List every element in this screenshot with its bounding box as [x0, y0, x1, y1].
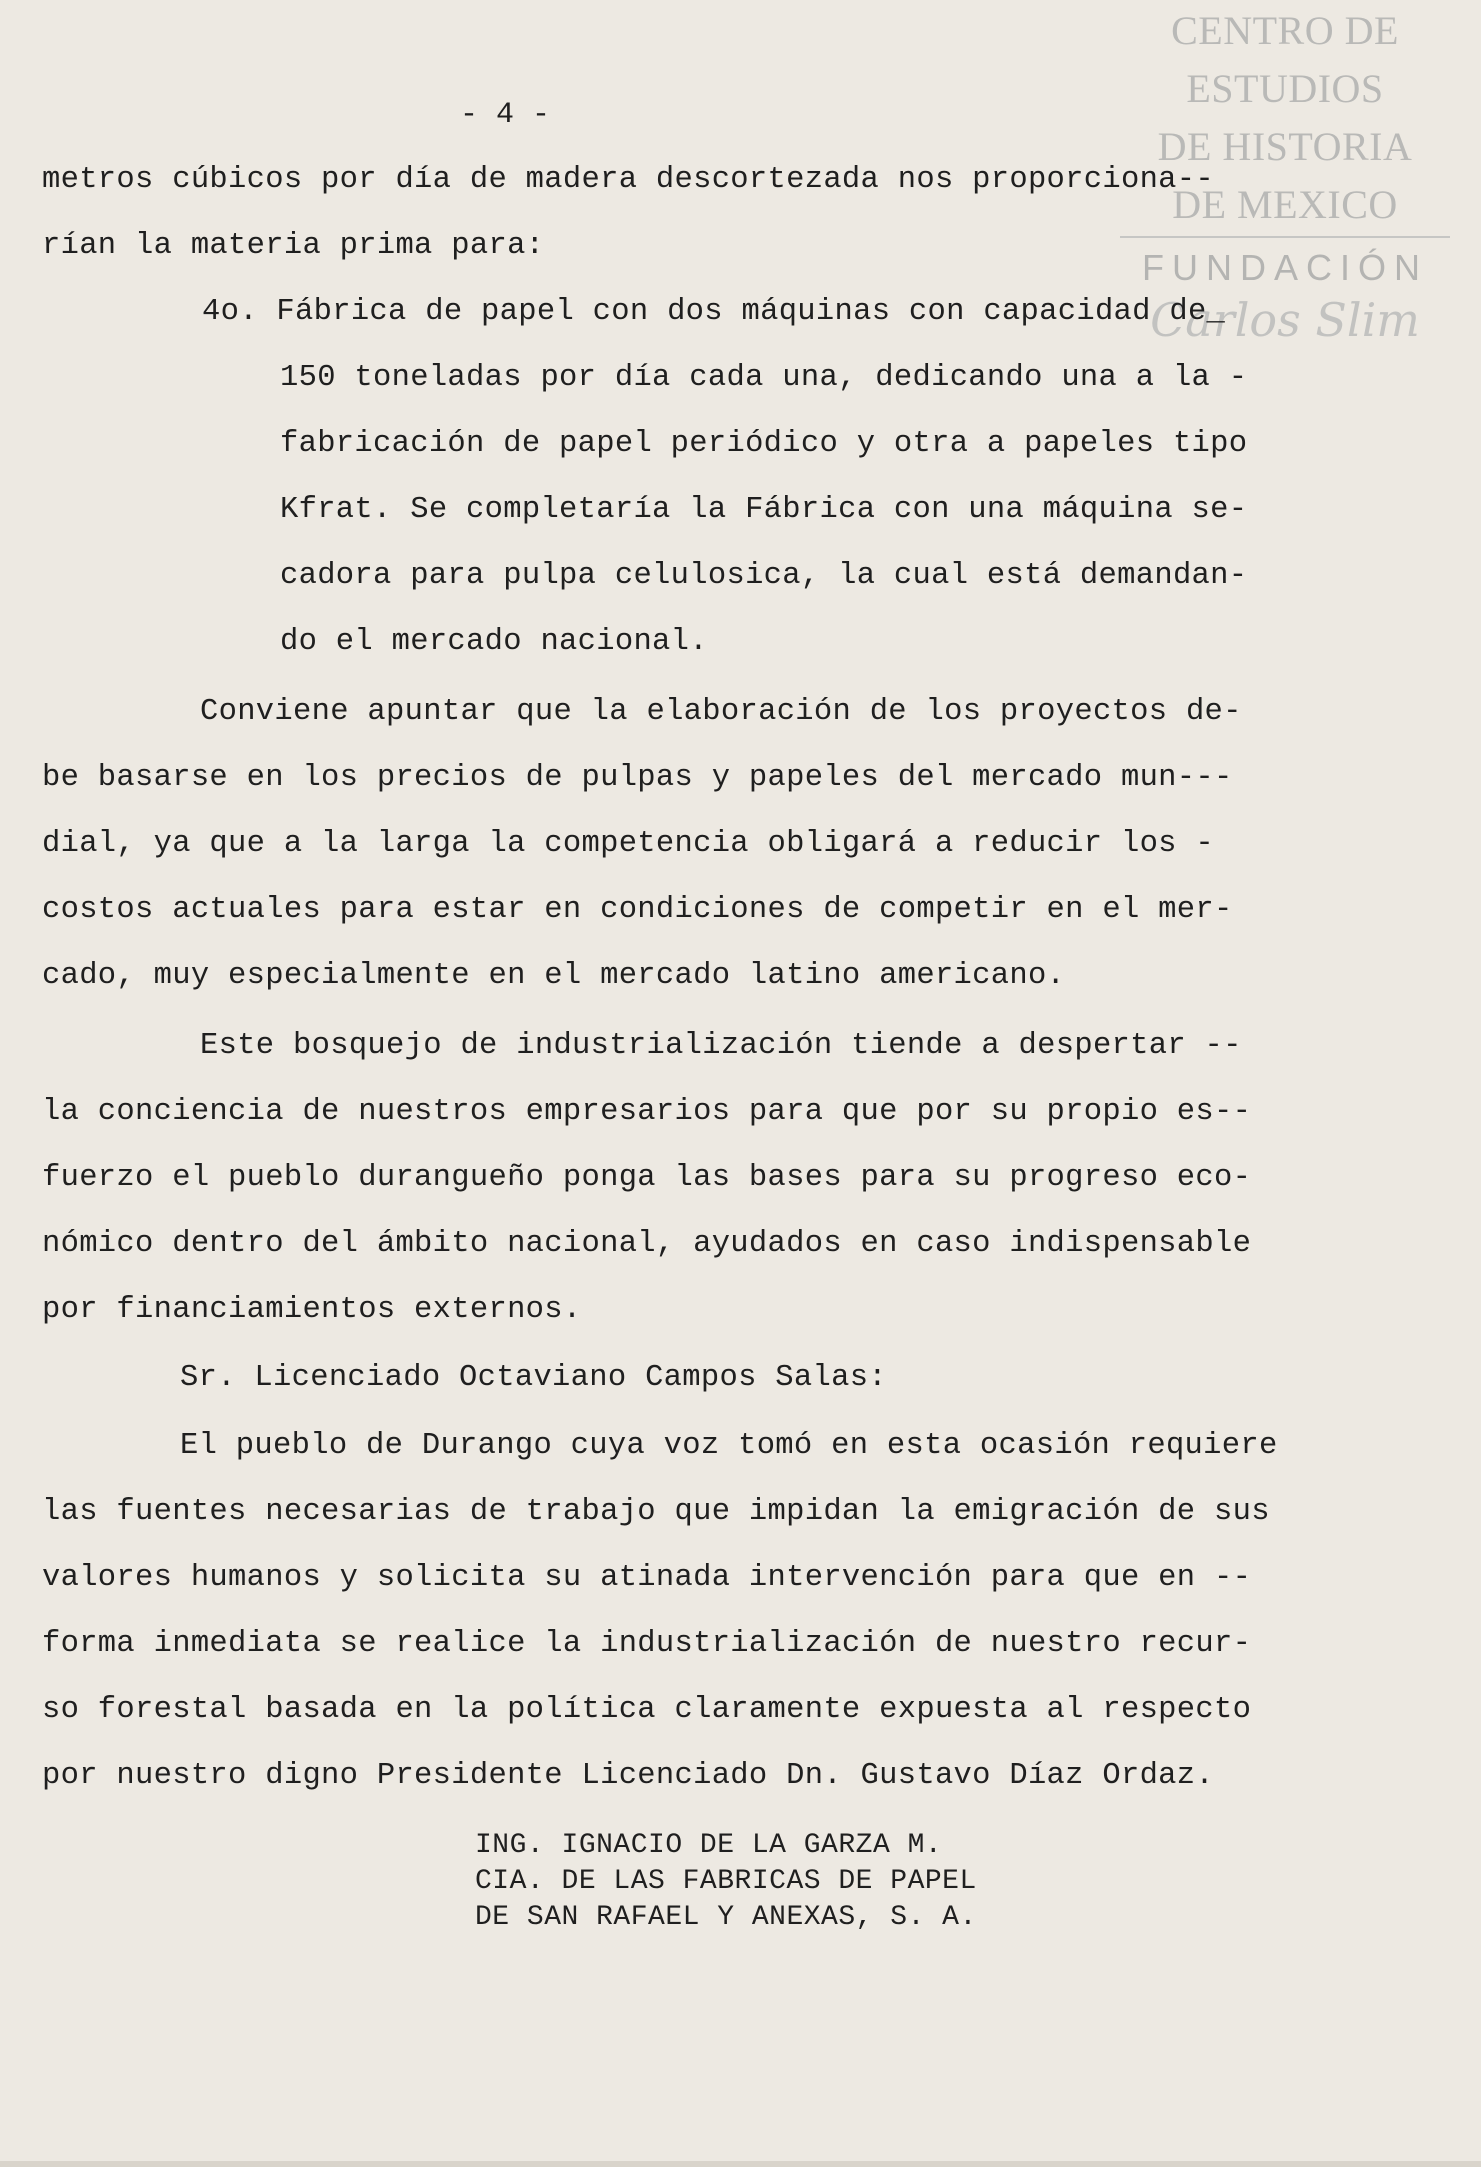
page-edge: [0, 2161, 1481, 2167]
watermark-fundacion: FUNDACIÓN: [1142, 247, 1428, 288]
watermark-line-1: CENTRO DE: [1171, 8, 1399, 53]
text-line: cado, muy especialmente en el mercado latino americano.: [42, 959, 1066, 993]
signature-company-cont: DE SAN RAFAEL Y ANEXAS, S. A.: [475, 1902, 977, 1933]
watermark-line-3: DE HISTORIA: [1157, 124, 1413, 169]
watermark-signature: Carlos Slim: [1150, 293, 1420, 347]
text-line: Conviene apuntar que la elaboración de los proyectos de-: [200, 695, 1242, 729]
page-number: - 4 -: [460, 98, 551, 132]
text-line: be basarse en los precios de pulpas y papeles del mercado mun---: [42, 761, 1233, 795]
text-line: forma inmediata se realice la industrialización de nuestro recur-: [42, 1627, 1252, 1661]
text-line: la conciencia de nuestros empresarios para que por su propio es--: [42, 1095, 1252, 1129]
text-line: las fuentes necesarias de trabajo que impidan la emigración de sus: [42, 1495, 1270, 1529]
watermark-line-2: ESTUDIOS: [1186, 66, 1384, 111]
text-line: fabricación de papel periódico y otra a papeles tipo: [280, 427, 1248, 461]
watermark-divider: [1120, 236, 1450, 238]
text-line: valores humanos y solicita su atinada intervención para que en --: [42, 1561, 1252, 1595]
text-line: rían la materia prima para:: [42, 229, 545, 263]
text-line: por financiamientos externos.: [42, 1293, 582, 1327]
text-line: 150 toneladas por día cada una, dedicando una a la -: [280, 361, 1248, 395]
text-line: do el mercado nacional.: [280, 625, 708, 659]
text-line: dial, ya que a la larga la competencia obligará a reducir los -: [42, 827, 1214, 861]
text-line: 4o. Fábrica de papel con dos máquinas con capacidad de_: [202, 295, 1226, 329]
text-line: costos actuales para estar en condiciones de competir en el mer-: [42, 893, 1233, 927]
signature-company: CIA. DE LAS FABRICAS DE PAPEL: [475, 1866, 977, 1897]
signature-name: ING. IGNACIO DE LA GARZA M.: [475, 1830, 943, 1861]
text-line: Este bosquejo de industrialización tiende a despertar --: [200, 1029, 1242, 1063]
text-line: Kfrat. Se completaría la Fábrica con una máquina se-: [280, 493, 1248, 527]
text-line: fuerzo el pueblo duranguеño ponga las bases para su progreso eco-: [42, 1161, 1252, 1195]
text-line: El pueblo de Durango cuya voz tomó en esta ocasión requiere: [180, 1429, 1278, 1463]
text-line: metros cúbicos por día de madera descortezada nos proporciona--: [42, 163, 1214, 197]
text-line: cadora para pulpa celulosica, la cual está demandan-: [280, 559, 1248, 593]
text-line: nómico dentro del ámbito nacional, ayudados en caso indispensable: [42, 1227, 1252, 1261]
text-line: Sr. Licenciado Octaviano Campos Salas:: [180, 1361, 887, 1395]
text-line: por nuestro digno Presidente Licenciado Dn. Gustavo Díaz Ordaz.: [42, 1759, 1214, 1793]
watermark-line-4: DE MEXICO: [1172, 182, 1398, 227]
text-line: so forestal basada en la política claramente expuesta al respecto: [42, 1693, 1252, 1727]
